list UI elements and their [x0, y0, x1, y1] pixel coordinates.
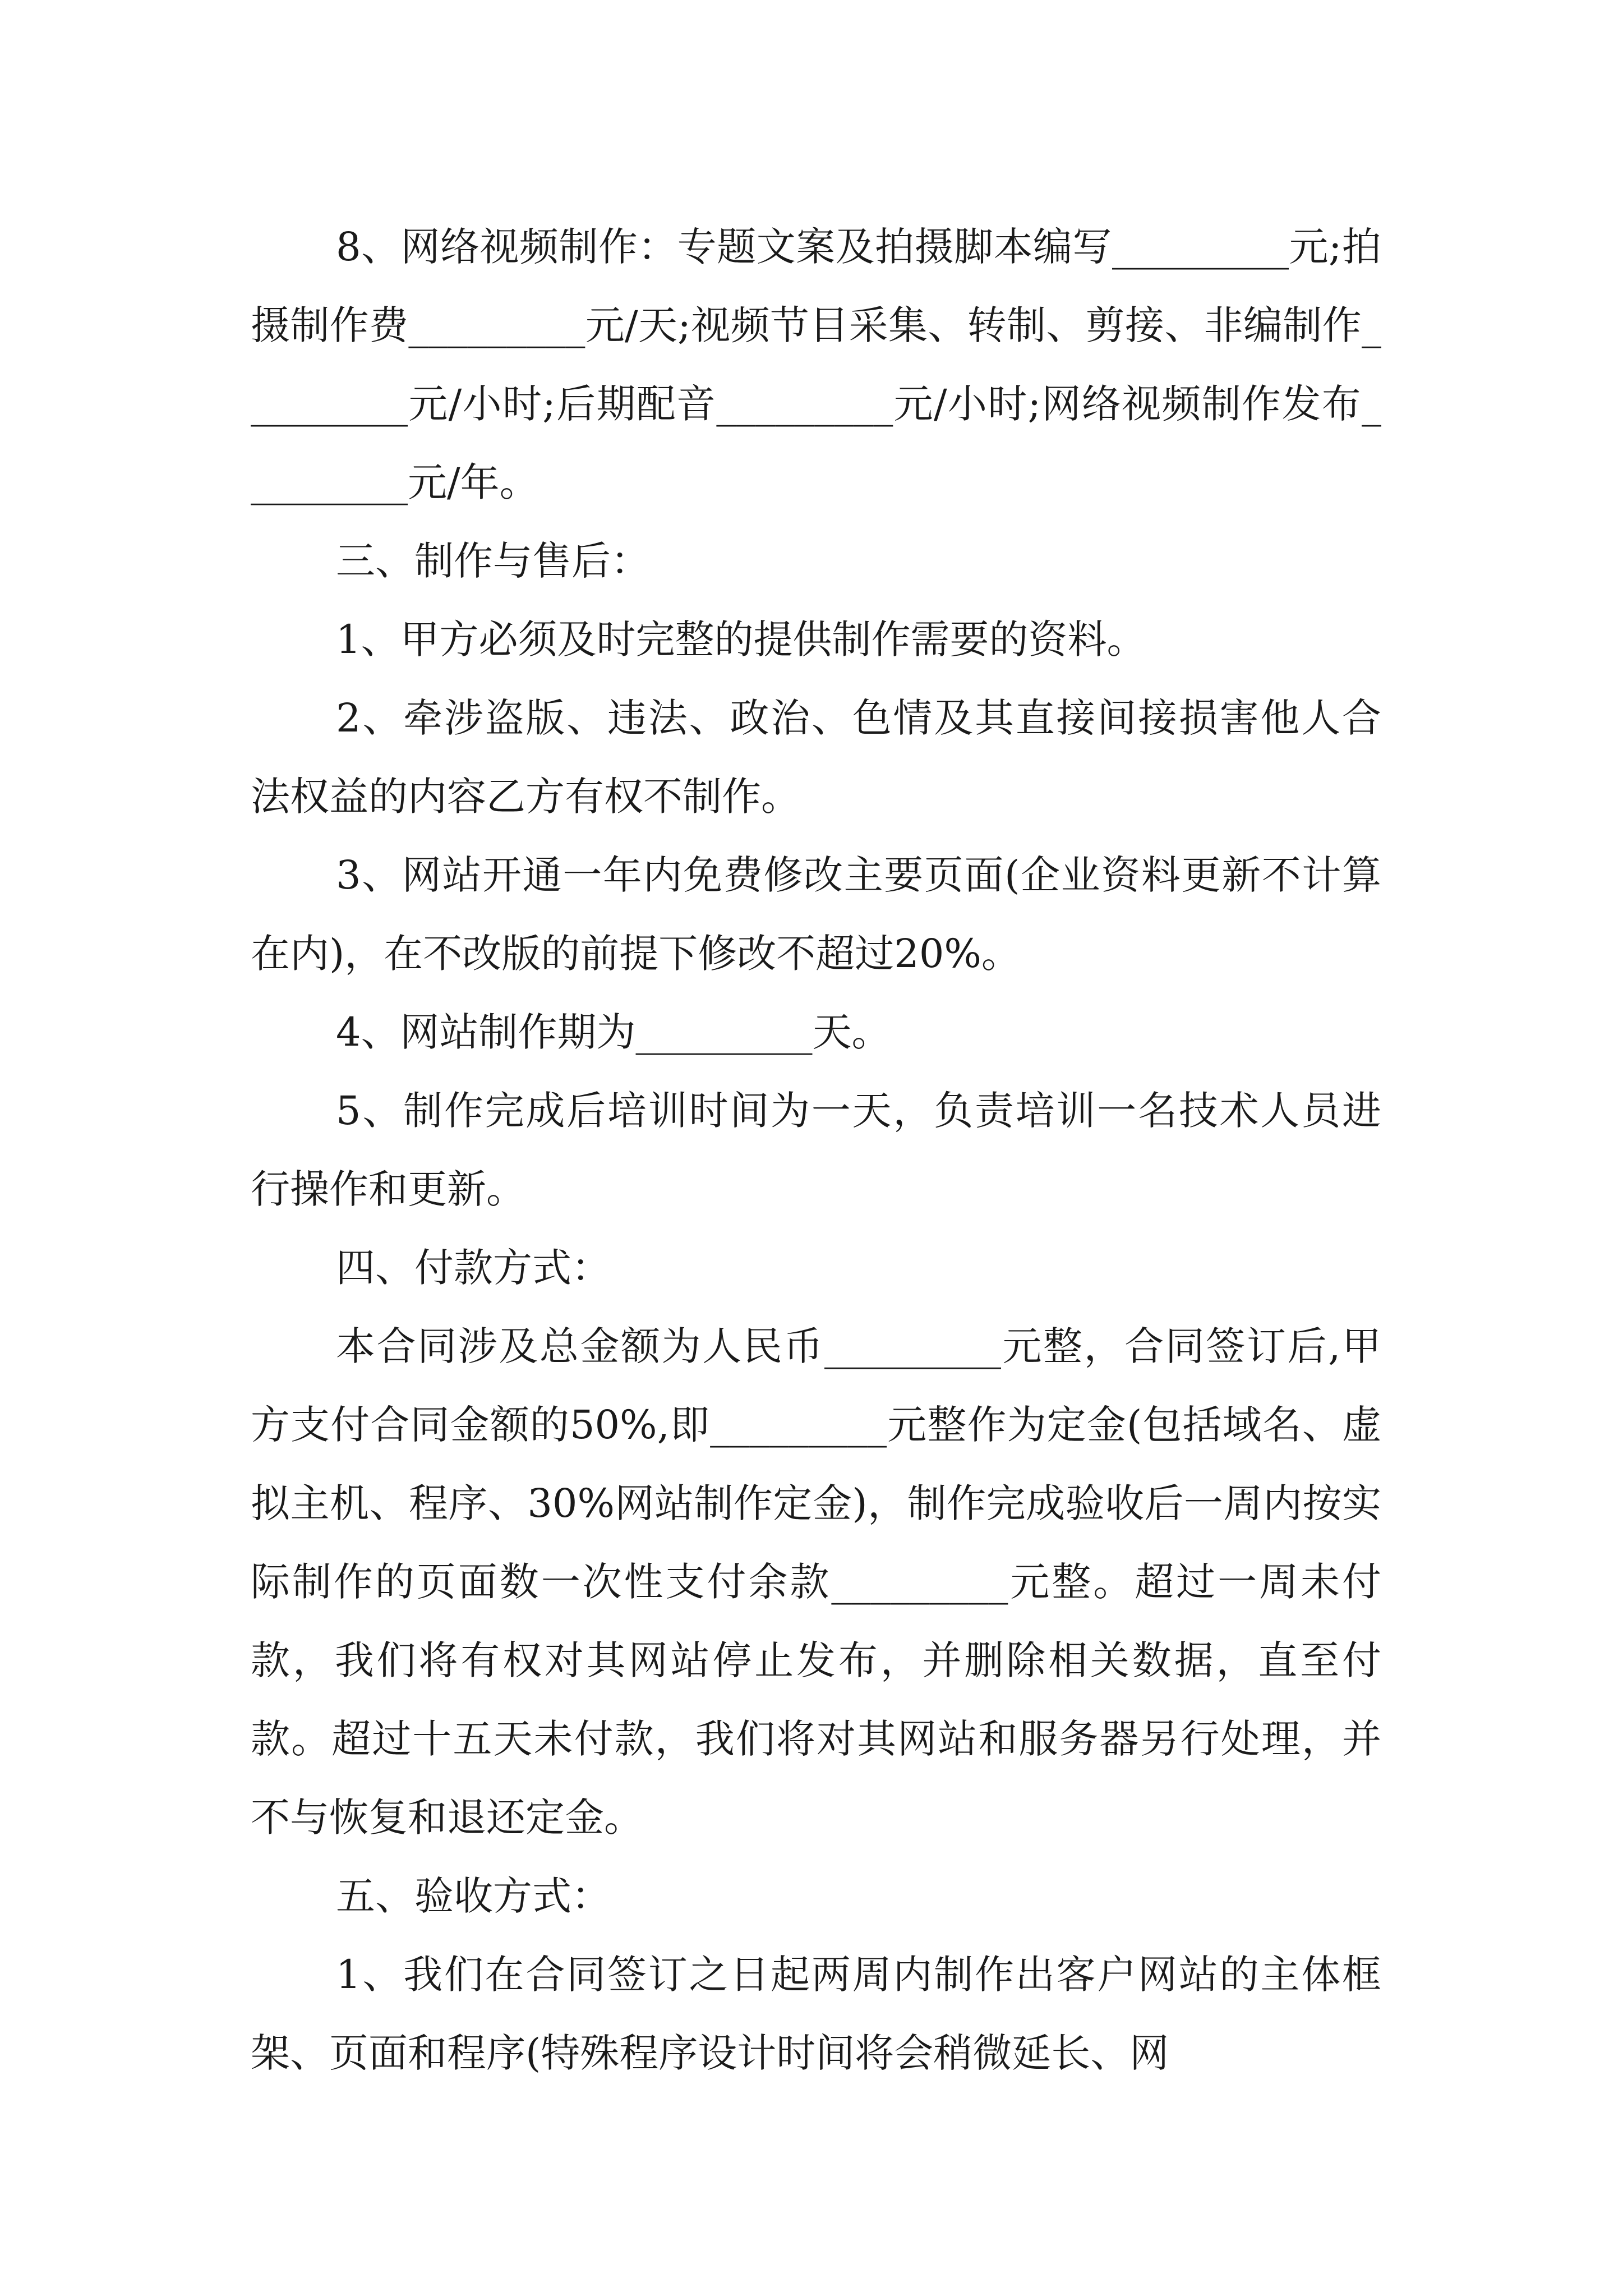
section-heading-acceptance: 五、验收方式：	[336, 1873, 611, 1919]
clause-prohibited-content: 2、牵涉盗版、违法、政治、色情及其直接间接损害他人合法权益的内容乙方有权不制作。	[251, 695, 1381, 820]
clause-acceptance-framework: 1、我们在合同签订之日起两周内制作出客户网站的主体框架、页面和程序(特殊程序设计时间将会稍微延长、网	[251, 1952, 1381, 2076]
document-page	[251, 208, 1381, 2092]
clause-video-production: 8、网络视频制作：专题文案及拍摄脚本编写_________元;拍摄制作费_________元/天;视频节目采集、转制、剪接、非编制作_________元/小时;后期配音_________元/小时;网络视频制作发布_________元/年。	[251, 224, 1381, 505]
clause-production-period: 4、网站制作期为_________天。	[336, 1009, 891, 1055]
clause-payment-terms: 本合同涉及总金额为人民币_________元整，合同签订后,甲方支付合同金额的50%,即_________元整作为定金(包括域名、虚拟主机、程序、30%网站制作定金)，制作完成验收后一周内按实际制作的页面数一次性支付余款_________元整。超过一周未付款，我们将有权对其网站停止发布，并删除相关数据，直至付款。超过十五天未付款，我们将对其网站和服务器另行处理，并不与恢复和退还定金。	[251, 1323, 1381, 1841]
clause-free-modification: 3、网站开通一年内免费修改主要页面(企业资料更新不计算在内)，在不改版的前提下修改不超过20%。	[251, 852, 1381, 977]
clause-provide-materials: 1、甲方必须及时完整的提供制作需要的资料。	[336, 616, 1146, 662]
clause-training: 5、制作完成后培训时间为一天，负责培训一名技术人员进行操作和更新。	[251, 1088, 1381, 1212]
section-heading-production-aftersales: 三、制作与售后：	[336, 538, 650, 584]
section-heading-payment: 四、付款方式：	[336, 1245, 611, 1291]
